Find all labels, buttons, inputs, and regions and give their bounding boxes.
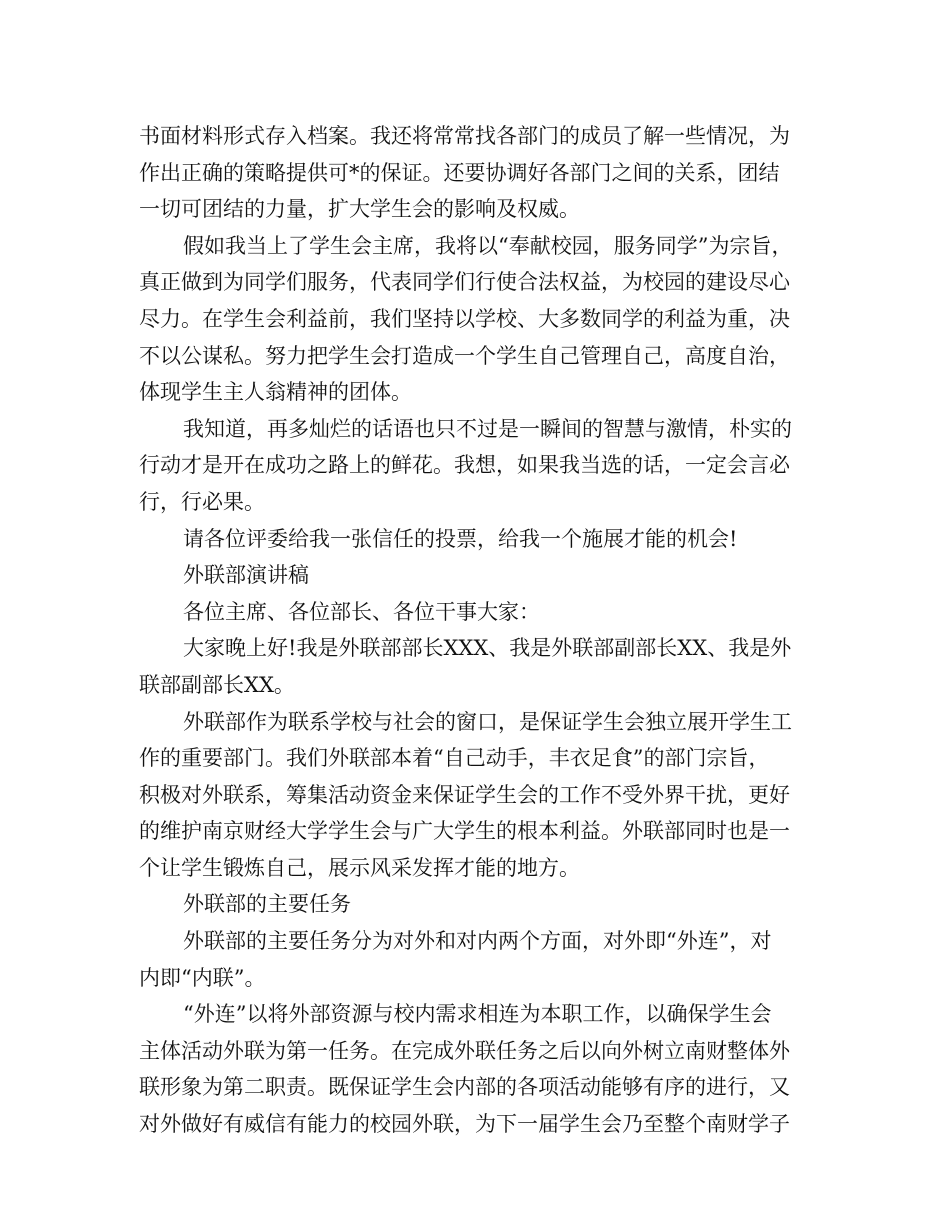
text-line: 体现学生主人翁精神的团体。 (139, 380, 412, 405)
text-line: 一切可团结的力量，扩大学生会的影响及权威。 (139, 197, 580, 222)
text-line: 的维护南京财经大学学生会与广大学生的根本利益。外联部同时也是一 (139, 819, 790, 844)
text-line: 假如我当上了学生会主席，我将以“奉献校园，服务同学”为宗旨， (183, 233, 793, 258)
text-line: 不以公谋私。努力把学生会打造成一个学生自己管理自己，高度自治， (139, 343, 790, 368)
text-line: 积极对外联系，筹集活动资金来保证学生会的工作不受外界干扰，更好 (139, 782, 790, 807)
text-line: “外连”以将外部资源与校内需求相连为本职工作，以确保学生会 (183, 1002, 772, 1027)
text-line: 内即“内联”。 (139, 965, 266, 990)
text-line: 各位主席、各位部长、各位干事大家： (183, 599, 540, 624)
text-line: 对外做好有威信有能力的校园外联，为下一届学生会乃至整个南财学子 (139, 1112, 790, 1137)
text-line: 真正做到为同学们服务，代表同学们行使合法权益，为校园的建设尽心 (139, 270, 790, 295)
text-line: 行，行必果。 (139, 489, 265, 514)
text-line: 联部副部长XX。 (139, 672, 295, 697)
text-line: 外联部的主要任务 (183, 892, 351, 917)
text-line: 书面材料形式存入档案。我还将常常找各部门的成员了解一些情况，为 (139, 124, 790, 148)
text-line: 外联部的主要任务分为对外和对内两个方面，对外即“外连”，对 (183, 929, 772, 954)
text-line: 请各位评委给我一张信任的投票，给我一个施展才能的机会! (183, 526, 738, 551)
text-line: 作出正确的策略提供可*的保证。还要协调好各部门之间的关系，团结 (139, 160, 780, 185)
text-line: 大家晚上好!我是外联部部长XXX、我是外联部副部长XX、我是外 (183, 636, 792, 661)
text-line: 尽力。在学生会利益前，我们坚持以学校、大多数同学的利益为重，决 (139, 306, 790, 331)
text-line: 行动才是开在成功之路上的鲜花。我想，如果我当选的话，一定会言必 (139, 453, 790, 478)
text-line: 作的重要部门。我们外联部本着“自己动手，丰衣足食”的部门宗旨， (139, 746, 770, 771)
text-line: 主体活动外联为第一任务。在完成外联任务之后以向外树立南财整体外 (139, 1038, 790, 1063)
document-page (139, 118, 829, 1143)
text-line: 联形象为第二职责。既保证学生会内部的各项活动能够有序的进行，又 (139, 1075, 790, 1100)
text-line: 外联部作为联系学校与社会的窗口，是保证学生会独立展开学生工 (183, 709, 792, 734)
text-line: 个让学生锻炼自己，展示风采发挥才能的地方。 (139, 855, 580, 880)
text-line: 我知道，再多灿烂的话语也只不过是一瞬间的智慧与激情，朴实的 (183, 416, 792, 441)
text-line: 外联部演讲稿 (183, 563, 309, 588)
